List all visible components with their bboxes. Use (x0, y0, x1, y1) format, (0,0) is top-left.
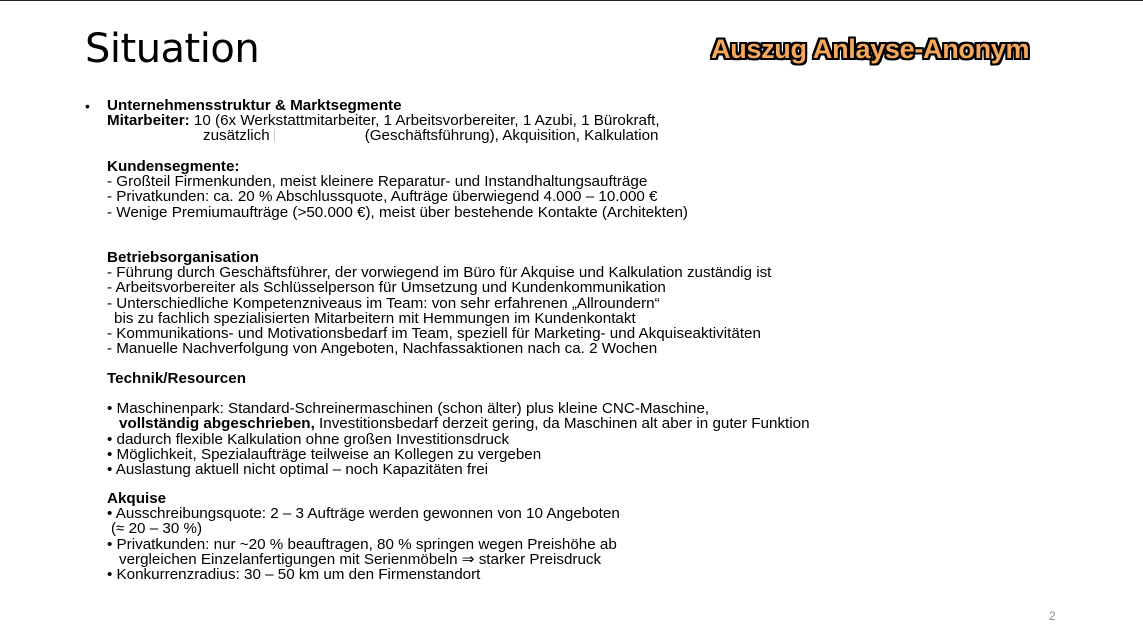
list-item: - Kommunikations- und Motivationsbedarf im Team, speziell für Marketing- und Akquiseaktivitäten (107, 324, 761, 342)
staff-line-1 (107, 113, 660, 128)
section-organisation (107, 250, 771, 356)
list-item: • Privatkunden: nur ~20 % beauftragen, 80 % springen wegen Preishöhe ab (107, 535, 617, 553)
list-item: • Maschinenpark: Standard-Schreinermaschinen (schon älter) plus kleine CNC-Maschine, (107, 400, 710, 418)
list-item: - Privatkunden: ca. 20 % Abschlussquote, Aufträge überwiegend 4.000 – 10.000 € (107, 188, 658, 206)
list-item: - Manuelle Nachverfolgung von Angeboten, Nachfassaktionen nach ca. 2 Wochen (107, 340, 658, 358)
list-item: - Wenige Premiumaufträge (>50.000 €), meist über bestehende Kontakte (Architekten) (107, 203, 688, 221)
top-border (0, 0, 1143, 1)
section-technik (107, 371, 810, 477)
section-heading-akquise: Akquise (107, 490, 167, 507)
list-item: • Möglichkeit, Spezialaufträge teilweise an Kollegen zu vergeben (107, 445, 542, 463)
section-heading-organisation: Betriebsorganisation (107, 249, 259, 266)
list-item: - Führung durch Geschäftsführer, der vorwiegend im Büro für Akquise und Kalkulation zuständig ist (107, 264, 772, 282)
section-structure (107, 98, 660, 144)
section-heading-technik: Technik/Resourcen (107, 370, 246, 387)
list-item-continuation: bis zu fachlich spezialisierten Mitarbeitern mit Hemmungen im Kundenkontakt (114, 309, 636, 327)
anonymized-excerpt-stamp: Auszug Anlayse-Anonym (711, 34, 1030, 64)
staff-line-2 (107, 128, 660, 143)
staff-label: Mitarbeiter: (107, 112, 190, 130)
section-customers (107, 159, 688, 220)
list-item: - Großteil Firmenkunden, meist kleinere Reparatur- und Instandhaltungsaufträge (107, 173, 648, 191)
list-item-continuation: vergleichen Einzelanfertigungen mit Serienmöbeln ⇒ starker Preisdruck (119, 550, 602, 568)
bullet-icon: • (85, 98, 90, 114)
continuation-text: Investitionsbedarf derzeit gering, da Maschinen alt aber in guter Funktion (314, 415, 810, 433)
list-item: - Unterschiedliche Kompetenzniveaus im Team: von sehr erfahrenen „Allroundern“ (107, 294, 660, 312)
staff-text: 10 (6x Werkstattmitarbeiter, 1 Arbeitsvorbereiter, 1 Azubi, 1 Bürokraft, (189, 112, 660, 130)
list-item: • Auslastung aktuell nicht optimal – noch Kapazitäten frei (107, 460, 489, 478)
page-number: 2 (1049, 609, 1056, 623)
section-akquise (107, 491, 620, 582)
list-item: • Ausschreibungsquote: 2 – 3 Aufträge werden gewonnen von 10 Angeboten (107, 505, 620, 523)
section-heading-customers: Kundensegmente: (107, 158, 240, 175)
emphasis-text: vollständig abgeschrieben, (119, 415, 315, 433)
list-item: • Konkurrenzradius: 30 – 50 km um den Firmenstandort (107, 565, 481, 583)
list-item: - Arbeitsvorbereiter als Schlüsselperson für Umsetzung und Kundenkommunikation (107, 279, 666, 297)
list-item: • dadurch flexible Kalkulation ohne großen Investitionsdruck (107, 430, 510, 448)
list-item-continuation (107, 416, 810, 431)
staff-roles: (Geschäftsführung), Akquisition, Kalkulation (364, 127, 659, 145)
section-heading-structure: Unternehmensstruktur & Marktsegmente (107, 97, 402, 114)
slide-title: Situation (85, 26, 260, 72)
list-item-continuation: (≈ 20 – 30 %) (111, 520, 203, 538)
staff-additional: zusätzlich (203, 127, 270, 145)
redacted-name (274, 129, 363, 142)
